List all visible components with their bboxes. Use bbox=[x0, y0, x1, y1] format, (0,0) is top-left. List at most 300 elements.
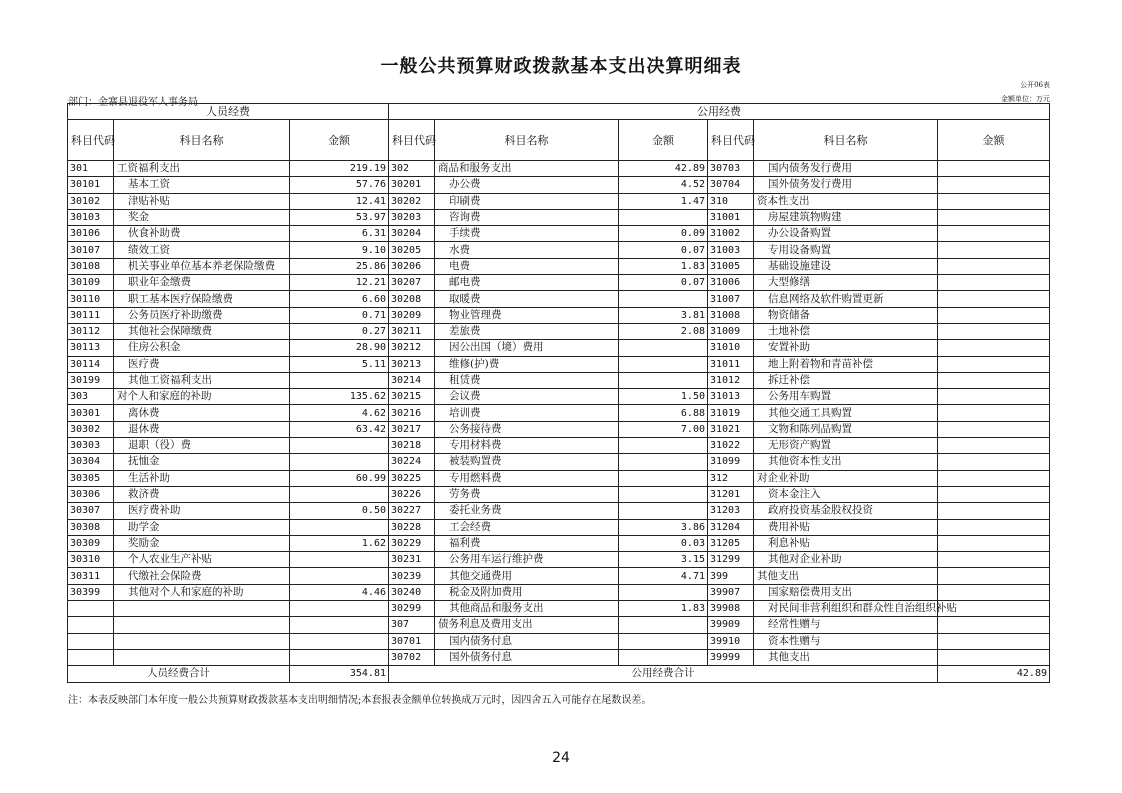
public-amount-cell: 42.89 bbox=[619, 161, 708, 177]
personnel-code-cell: 30110 bbox=[68, 291, 114, 307]
public-name-2-cell: 其他对企业补助 bbox=[754, 552, 938, 568]
public-name-cell: 邮电费 bbox=[435, 275, 619, 291]
public-name-2-cell: 地上附着物和青苗补偿 bbox=[754, 356, 938, 372]
personnel-amount-cell: 12.41 bbox=[290, 193, 389, 209]
footnote: 注：本表反映部门本年度一般公共预算财政拨款基本支出明细情况;本套报表金额单位转换成万元时，因四舍五入可能存在尾数误差。 bbox=[68, 695, 652, 706]
personnel-amount-cell bbox=[290, 486, 389, 502]
public-code-2-cell: 31012 bbox=[708, 372, 754, 388]
public-amount-2-cell bbox=[938, 454, 1050, 470]
public-code-2-cell: 31099 bbox=[708, 454, 754, 470]
public-code-2-cell: 31203 bbox=[708, 503, 754, 519]
col-name-header: 科目名称 bbox=[754, 120, 938, 161]
personnel-amount-cell: 12.21 bbox=[290, 275, 389, 291]
personnel-amount-cell: 0.50 bbox=[290, 503, 389, 519]
public-amount-cell: 6.88 bbox=[619, 405, 708, 421]
public-amount-cell: 4.71 bbox=[619, 568, 708, 584]
public-name-2-cell: 无形资产购置 bbox=[754, 438, 938, 454]
personnel-code-cell: 30103 bbox=[68, 209, 114, 225]
public-name-cell: 福利费 bbox=[435, 535, 619, 551]
public-name-2-cell: 其他支出 bbox=[754, 568, 938, 584]
public-code-2-cell: 312 bbox=[708, 470, 754, 486]
personnel-name-cell: 职工基本医疗保险缴费 bbox=[114, 291, 290, 307]
public-code-cell: 30208 bbox=[389, 291, 435, 307]
public-name-cell: 工会经费 bbox=[435, 519, 619, 535]
public-name-2-cell: 信息网络及软件购置更新 bbox=[754, 291, 938, 307]
public-name-cell: 印刷费 bbox=[435, 193, 619, 209]
public-name-cell: 取暖费 bbox=[435, 291, 619, 307]
table-row bbox=[68, 340, 1050, 356]
expenditure-table bbox=[67, 103, 1050, 683]
public-code-cell: 302 bbox=[389, 161, 435, 177]
public-name-2-cell: 费用补贴 bbox=[754, 519, 938, 535]
table-row bbox=[68, 323, 1050, 339]
table-row bbox=[68, 535, 1050, 551]
public-name-cell: 国内债务付息 bbox=[435, 633, 619, 649]
personnel-code-cell: 30301 bbox=[68, 405, 114, 421]
public-amount-2-cell bbox=[938, 372, 1050, 388]
personnel-code-cell bbox=[68, 649, 114, 665]
personnel-code-cell: 30101 bbox=[68, 177, 114, 193]
public-code-2-cell: 39999 bbox=[708, 649, 754, 665]
personnel-name-cell: 工资福利支出 bbox=[114, 161, 290, 177]
public-amount-cell: 4.52 bbox=[619, 177, 708, 193]
col-amount-header: 金额 bbox=[290, 120, 389, 161]
public-amount-cell: 0.07 bbox=[619, 275, 708, 291]
public-code-2-cell: 31010 bbox=[708, 340, 754, 356]
table-row bbox=[68, 291, 1050, 307]
public-name-2-cell: 土地补偿 bbox=[754, 323, 938, 339]
personnel-amount-cell: 4.62 bbox=[290, 405, 389, 421]
public-amount-cell bbox=[619, 291, 708, 307]
personnel-amount-cell bbox=[290, 633, 389, 649]
public-name-2-cell: 利息补贴 bbox=[754, 535, 938, 551]
personnel-name-cell: 个人农业生产补贴 bbox=[114, 552, 290, 568]
table-row bbox=[68, 503, 1050, 519]
public-amount-cell: 7.00 bbox=[619, 421, 708, 437]
public-amount-2-cell bbox=[938, 340, 1050, 356]
personnel-amount-cell: 6.31 bbox=[290, 226, 389, 242]
public-name-2-cell: 物资储备 bbox=[754, 307, 938, 323]
public-code-cell: 30201 bbox=[389, 177, 435, 193]
public-name-cell: 劳务费 bbox=[435, 486, 619, 502]
table-row bbox=[68, 258, 1050, 274]
personnel-amount-cell bbox=[290, 617, 389, 633]
personnel-total-label: 人员经费合计 bbox=[68, 666, 290, 682]
public-name-cell: 水费 bbox=[435, 242, 619, 258]
public-amount-cell: 1.50 bbox=[619, 389, 708, 405]
personnel-total-value: 354.81 bbox=[290, 666, 389, 682]
public-name-cell: 物业管理费 bbox=[435, 307, 619, 323]
public-name-2-cell: 文物和陈列品购置 bbox=[754, 421, 938, 437]
public-code-2-cell: 31003 bbox=[708, 242, 754, 258]
public-code-cell: 30214 bbox=[389, 372, 435, 388]
personnel-amount-cell: 25.86 bbox=[290, 258, 389, 274]
public-code-cell: 30205 bbox=[389, 242, 435, 258]
public-amount-cell bbox=[619, 372, 708, 388]
public-amount-2-cell bbox=[938, 486, 1050, 502]
col-code-header: 科目代码 bbox=[708, 120, 754, 161]
public-name-cell: 专用材料费 bbox=[435, 438, 619, 454]
table-row bbox=[68, 584, 1050, 600]
public-name-2-cell: 安置补助 bbox=[754, 340, 938, 356]
public-code-cell: 307 bbox=[389, 617, 435, 633]
personnel-name-cell: 代缴社会保险费 bbox=[114, 568, 290, 584]
public-name-cell: 公务接待费 bbox=[435, 421, 619, 437]
public-code-2-cell: 31201 bbox=[708, 486, 754, 502]
public-name-2-cell: 专用设备购置 bbox=[754, 242, 938, 258]
personnel-name-cell: 抚恤金 bbox=[114, 454, 290, 470]
public-name-cell: 其他交通费用 bbox=[435, 568, 619, 584]
public-code-cell: 30702 bbox=[389, 649, 435, 665]
public-name-2-cell: 大型修缮 bbox=[754, 275, 938, 291]
public-code-cell: 30217 bbox=[389, 421, 435, 437]
public-name-cell: 差旅费 bbox=[435, 323, 619, 339]
public-code-cell: 30207 bbox=[389, 275, 435, 291]
public-name-2-cell: 办公设备购置 bbox=[754, 226, 938, 242]
public-code-2-cell: 39910 bbox=[708, 633, 754, 649]
personnel-code-cell: 303 bbox=[68, 389, 114, 405]
table-row bbox=[68, 601, 1050, 617]
personnel-amount-cell bbox=[290, 552, 389, 568]
public-amount-2-cell bbox=[938, 356, 1050, 372]
personnel-amount-cell: 0.27 bbox=[290, 323, 389, 339]
public-name-2-cell: 基础设施建设 bbox=[754, 258, 938, 274]
personnel-code-cell: 30305 bbox=[68, 470, 114, 486]
public-amount-2-cell bbox=[938, 421, 1050, 437]
personnel-name-cell: 津贴补贴 bbox=[114, 193, 290, 209]
personnel-header: 人员经费 bbox=[68, 104, 389, 120]
public-code-cell: 30228 bbox=[389, 519, 435, 535]
personnel-amount-cell: 135.62 bbox=[290, 389, 389, 405]
public-name-2-cell: 其他资本性支出 bbox=[754, 454, 938, 470]
table-row bbox=[68, 307, 1050, 323]
public-total-label: 公用经费合计 bbox=[389, 666, 938, 682]
public-amount-2-cell bbox=[938, 535, 1050, 551]
public-amount-2-cell bbox=[938, 323, 1050, 339]
public-code-2-cell: 31007 bbox=[708, 291, 754, 307]
personnel-code-cell: 30308 bbox=[68, 519, 114, 535]
public-code-cell: 30239 bbox=[389, 568, 435, 584]
personnel-name-cell bbox=[114, 617, 290, 633]
personnel-code-cell: 30107 bbox=[68, 242, 114, 258]
public-code-cell: 30212 bbox=[389, 340, 435, 356]
public-code-cell: 30224 bbox=[389, 454, 435, 470]
public-name-cell: 被装购置费 bbox=[435, 454, 619, 470]
personnel-name-cell: 退职（役）费 bbox=[114, 438, 290, 454]
public-code-cell: 30215 bbox=[389, 389, 435, 405]
public-code-2-cell: 30704 bbox=[708, 177, 754, 193]
public-name-cell: 办公费 bbox=[435, 177, 619, 193]
public-code-2-cell: 31008 bbox=[708, 307, 754, 323]
personnel-code-cell: 301 bbox=[68, 161, 114, 177]
table-row bbox=[68, 486, 1050, 502]
public-total-value: 42.89 bbox=[938, 666, 1050, 682]
personnel-code-cell: 30114 bbox=[68, 356, 114, 372]
personnel-name-cell: 其他工资福利支出 bbox=[114, 372, 290, 388]
public-code-2-cell: 31001 bbox=[708, 209, 754, 225]
personnel-amount-cell: 60.99 bbox=[290, 470, 389, 486]
personnel-code-cell bbox=[68, 617, 114, 633]
personnel-code-cell: 30311 bbox=[68, 568, 114, 584]
public-amount-2-cell bbox=[938, 503, 1050, 519]
public-name-cell: 手续费 bbox=[435, 226, 619, 242]
public-name-2-cell: 国外债务发行费用 bbox=[754, 177, 938, 193]
form-number: 公开06表 bbox=[1020, 81, 1050, 89]
public-amount-cell: 3.15 bbox=[619, 552, 708, 568]
public-amount-2-cell bbox=[938, 209, 1050, 225]
public-amount-cell bbox=[619, 454, 708, 470]
personnel-name-cell: 职业年金缴费 bbox=[114, 275, 290, 291]
personnel-name-cell bbox=[114, 601, 290, 617]
public-code-2-cell: 310 bbox=[708, 193, 754, 209]
public-name-cell: 维修(护)费 bbox=[435, 356, 619, 372]
table-row bbox=[68, 193, 1050, 209]
public-name-2-cell: 其他支出 bbox=[754, 649, 938, 665]
public-name-2-cell: 房屋建筑物购建 bbox=[754, 209, 938, 225]
personnel-code-cell: 30108 bbox=[68, 258, 114, 274]
personnel-name-cell: 基本工资 bbox=[114, 177, 290, 193]
personnel-amount-cell bbox=[290, 454, 389, 470]
public-name-cell: 商品和服务支出 bbox=[435, 161, 619, 177]
public-amount-cell bbox=[619, 633, 708, 649]
public-code-cell: 30229 bbox=[389, 535, 435, 551]
public-code-cell: 30203 bbox=[389, 209, 435, 225]
amount-unit: 金额单位：万元 bbox=[1001, 95, 1050, 103]
col-code-header: 科目代码 bbox=[389, 120, 435, 161]
public-code-cell: 30206 bbox=[389, 258, 435, 274]
public-code-2-cell: 39909 bbox=[708, 617, 754, 633]
public-amount-2-cell bbox=[938, 258, 1050, 274]
public-amount-cell: 3.86 bbox=[619, 519, 708, 535]
personnel-amount-cell: 4.46 bbox=[290, 584, 389, 600]
public-name-2-cell: 经常性赠与 bbox=[754, 617, 938, 633]
public-name-2-cell: 公务用车购置 bbox=[754, 389, 938, 405]
personnel-code-cell: 30109 bbox=[68, 275, 114, 291]
public-name-2-cell: 政府投资基金股权投资 bbox=[754, 503, 938, 519]
public-code-cell: 30225 bbox=[389, 470, 435, 486]
table-row bbox=[68, 649, 1050, 665]
table-row bbox=[68, 226, 1050, 242]
personnel-name-cell: 其他社会保障缴费 bbox=[114, 323, 290, 339]
public-amount-cell bbox=[619, 486, 708, 502]
public-code-2-cell: 399 bbox=[708, 568, 754, 584]
public-code-cell: 30204 bbox=[389, 226, 435, 242]
public-name-cell: 其他商品和服务支出 bbox=[435, 601, 619, 617]
personnel-name-cell: 奖励金 bbox=[114, 535, 290, 551]
public-amount-2-cell bbox=[938, 470, 1050, 486]
public-amount-2-cell bbox=[938, 161, 1050, 177]
table-row bbox=[68, 356, 1050, 372]
personnel-code-cell bbox=[68, 633, 114, 649]
personnel-name-cell: 对个人和家庭的补助 bbox=[114, 389, 290, 405]
personnel-amount-cell: 0.71 bbox=[290, 307, 389, 323]
public-amount-2-cell bbox=[938, 617, 1050, 633]
table-row bbox=[68, 209, 1050, 225]
public-code-2-cell: 31021 bbox=[708, 421, 754, 437]
personnel-amount-cell bbox=[290, 601, 389, 617]
table-row bbox=[68, 519, 1050, 535]
public-amount-cell bbox=[619, 617, 708, 633]
public-amount-2-cell bbox=[938, 584, 1050, 600]
public-name-cell: 国外债务付息 bbox=[435, 649, 619, 665]
table-row bbox=[68, 372, 1050, 388]
public-code-2-cell: 31013 bbox=[708, 389, 754, 405]
public-name-2-cell: 国内债务发行费用 bbox=[754, 161, 938, 177]
personnel-amount-cell bbox=[290, 519, 389, 535]
personnel-amount-cell: 6.60 bbox=[290, 291, 389, 307]
personnel-name-cell: 离休费 bbox=[114, 405, 290, 421]
personnel-code-cell: 30111 bbox=[68, 307, 114, 323]
public-amount-cell bbox=[619, 209, 708, 225]
public-amount-cell bbox=[619, 503, 708, 519]
public-amount-cell bbox=[619, 356, 708, 372]
personnel-amount-cell bbox=[290, 372, 389, 388]
public-amount-cell bbox=[619, 584, 708, 600]
table-row bbox=[68, 633, 1050, 649]
col-name-header: 科目名称 bbox=[435, 120, 619, 161]
public-amount-cell: 0.03 bbox=[619, 535, 708, 551]
public-code-2-cell: 39907 bbox=[708, 584, 754, 600]
personnel-name-cell: 助学金 bbox=[114, 519, 290, 535]
report-title: 一般公共预算财政拨款基本支出决算明细表 bbox=[380, 56, 742, 77]
public-code-2-cell: 31022 bbox=[708, 438, 754, 454]
public-code-cell: 30701 bbox=[389, 633, 435, 649]
personnel-amount-cell: 219.19 bbox=[290, 161, 389, 177]
table-row bbox=[68, 454, 1050, 470]
public-code-2-cell: 31204 bbox=[708, 519, 754, 535]
personnel-name-cell: 公务员医疗补助缴费 bbox=[114, 307, 290, 323]
table-row bbox=[68, 177, 1050, 193]
personnel-code-cell: 30304 bbox=[68, 454, 114, 470]
public-code-cell: 30231 bbox=[389, 552, 435, 568]
public-code-cell: 30216 bbox=[389, 405, 435, 421]
col-amount-header: 金额 bbox=[938, 120, 1050, 161]
public-name-cell: 税金及附加费用 bbox=[435, 584, 619, 600]
public-code-2-cell: 31006 bbox=[708, 275, 754, 291]
public-amount-cell: 2.08 bbox=[619, 323, 708, 339]
public-amount-2-cell bbox=[938, 552, 1050, 568]
public-code-2-cell: 31205 bbox=[708, 535, 754, 551]
public-name-cell: 培训费 bbox=[435, 405, 619, 421]
personnel-name-cell: 其他对个人和家庭的补助 bbox=[114, 584, 290, 600]
table-row bbox=[68, 275, 1050, 291]
public-name-cell: 电费 bbox=[435, 258, 619, 274]
public-name-cell: 会议费 bbox=[435, 389, 619, 405]
public-amount-2-cell bbox=[938, 568, 1050, 584]
public-code-cell: 30213 bbox=[389, 356, 435, 372]
public-amount-2-cell bbox=[938, 519, 1050, 535]
public-code-cell: 30227 bbox=[389, 503, 435, 519]
public-code-2-cell: 31005 bbox=[708, 258, 754, 274]
personnel-amount-cell: 28.90 bbox=[290, 340, 389, 356]
public-name-2-cell: 国家赔偿费用支出 bbox=[754, 584, 938, 600]
personnel-amount-cell: 57.76 bbox=[290, 177, 389, 193]
public-name-cell: 公务用车运行维护费 bbox=[435, 552, 619, 568]
table-row bbox=[68, 568, 1050, 584]
public-name-cell: 咨询费 bbox=[435, 209, 619, 225]
public-code-2-cell: 31009 bbox=[708, 323, 754, 339]
public-amount-2-cell bbox=[938, 405, 1050, 421]
public-amount-2-cell bbox=[938, 633, 1050, 649]
public-code-cell: 30240 bbox=[389, 584, 435, 600]
table-row bbox=[68, 389, 1050, 405]
public-amount-2-cell bbox=[938, 226, 1050, 242]
public-amount-cell bbox=[619, 438, 708, 454]
table-row bbox=[68, 405, 1050, 421]
table-row bbox=[68, 438, 1050, 454]
personnel-code-cell: 30112 bbox=[68, 323, 114, 339]
personnel-name-cell: 生活补助 bbox=[114, 470, 290, 486]
public-name-cell: 专用燃料费 bbox=[435, 470, 619, 486]
col-code-header: 科目代码 bbox=[68, 120, 114, 161]
personnel-amount-cell: 53.97 bbox=[290, 209, 389, 225]
personnel-name-cell: 救济费 bbox=[114, 486, 290, 502]
personnel-code-cell: 30102 bbox=[68, 193, 114, 209]
public-amount-2-cell bbox=[938, 193, 1050, 209]
personnel-code-cell: 30113 bbox=[68, 340, 114, 356]
public-name-cell: 租赁费 bbox=[435, 372, 619, 388]
public-name-2-cell: 资本性赠与 bbox=[754, 633, 938, 649]
public-code-cell: 30211 bbox=[389, 323, 435, 339]
personnel-name-cell: 住房公积金 bbox=[114, 340, 290, 356]
public-code-cell: 30299 bbox=[389, 601, 435, 617]
public-amount-cell: 1.83 bbox=[619, 258, 708, 274]
public-amount-2-cell bbox=[938, 275, 1050, 291]
personnel-name-cell: 绩效工资 bbox=[114, 242, 290, 258]
personnel-amount-cell: 1.62 bbox=[290, 535, 389, 551]
public-code-cell: 30209 bbox=[389, 307, 435, 323]
public-amount-cell: 0.09 bbox=[619, 226, 708, 242]
personnel-name-cell: 医疗费补助 bbox=[114, 503, 290, 519]
public-name-2-cell: 拆迁补偿 bbox=[754, 372, 938, 388]
personnel-name-cell: 退休费 bbox=[114, 421, 290, 437]
personnel-amount-cell: 5.11 bbox=[290, 356, 389, 372]
public-amount-2-cell bbox=[938, 291, 1050, 307]
personnel-name-cell: 奖金 bbox=[114, 209, 290, 225]
public-amount-cell: 3.81 bbox=[619, 307, 708, 323]
public-code-2-cell: 31002 bbox=[708, 226, 754, 242]
public-code-cell: 30202 bbox=[389, 193, 435, 209]
public-amount-2-cell bbox=[938, 177, 1050, 193]
personnel-name-cell: 医疗费 bbox=[114, 356, 290, 372]
table-row bbox=[68, 552, 1050, 568]
personnel-code-cell: 30399 bbox=[68, 584, 114, 600]
personnel-name-cell: 伙食补助费 bbox=[114, 226, 290, 242]
public-code-2-cell: 39908 bbox=[708, 601, 754, 617]
personnel-amount-cell: 9.10 bbox=[290, 242, 389, 258]
public-name-cell: 委托业务费 bbox=[435, 503, 619, 519]
personnel-amount-cell bbox=[290, 649, 389, 665]
public-code-cell: 30218 bbox=[389, 438, 435, 454]
public-amount-2-cell bbox=[938, 438, 1050, 454]
public-name-2-cell: 其他交通工具购置 bbox=[754, 405, 938, 421]
personnel-amount-cell bbox=[290, 438, 389, 454]
page-number: 24 bbox=[552, 750, 570, 766]
personnel-name-cell: 机关事业单位基本养老保险缴费 bbox=[114, 258, 290, 274]
public-amount-cell: 0.07 bbox=[619, 242, 708, 258]
personnel-code-cell bbox=[68, 601, 114, 617]
personnel-name-cell bbox=[114, 649, 290, 665]
personnel-amount-cell: 63.42 bbox=[290, 421, 389, 437]
public-name-2-cell: 资本金注入 bbox=[754, 486, 938, 502]
personnel-code-cell: 30310 bbox=[68, 552, 114, 568]
public-amount-cell bbox=[619, 340, 708, 356]
public-amount-2-cell bbox=[938, 307, 1050, 323]
personnel-code-cell: 30309 bbox=[68, 535, 114, 551]
personnel-name-cell bbox=[114, 633, 290, 649]
personnel-code-cell: 30307 bbox=[68, 503, 114, 519]
public-name-2-cell: 对民间非营利组织和群众性自治组织补贴 bbox=[754, 601, 938, 617]
